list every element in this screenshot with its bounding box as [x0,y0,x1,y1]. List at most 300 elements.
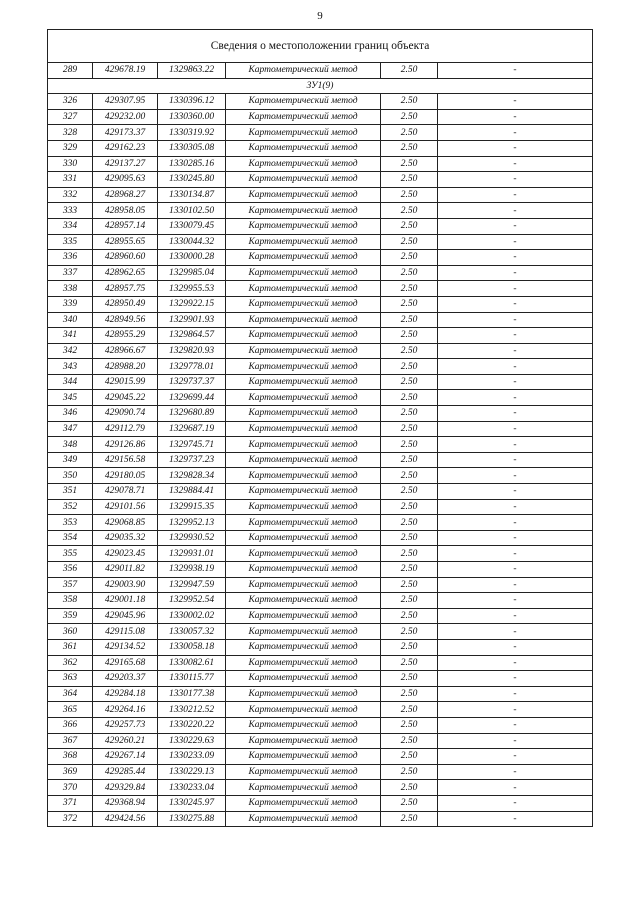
determination-method: Картометрический метод [226,452,381,468]
table-row [48,671,593,687]
accuracy-value: 2.50 [381,515,438,531]
coordinate-y: 1330115.77 [158,671,226,687]
coordinate-x: 428988.20 [93,359,158,375]
point-number: 289 [48,63,93,79]
point-number: 327 [48,109,93,125]
table-row [48,172,593,188]
point-description: - [438,406,593,422]
table-row [48,686,593,702]
table-row [48,140,593,156]
coordinate-x: 429678.19 [93,63,158,79]
point-description: - [438,468,593,484]
point-number: 354 [48,530,93,546]
coordinate-y: 1329955.53 [158,281,226,297]
point-number: 356 [48,562,93,578]
accuracy-value: 2.50 [381,312,438,328]
point-description: - [438,390,593,406]
point-number: 336 [48,250,93,266]
table-row [48,624,593,640]
point-number: 330 [48,156,93,172]
accuracy-value: 2.50 [381,686,438,702]
table-row [48,312,593,328]
coordinate-x: 429180.05 [93,468,158,484]
table-row [48,562,593,578]
point-number: 368 [48,749,93,765]
table-row [48,515,593,531]
point-description: - [438,218,593,234]
determination-method: Картометрический метод [226,234,381,250]
point-description: - [438,562,593,578]
point-description: - [438,795,593,811]
table-row [48,250,593,266]
point-description: - [438,671,593,687]
point-number: 340 [48,312,93,328]
point-number: 362 [48,655,93,671]
point-number: 355 [48,546,93,562]
point-description: - [438,780,593,796]
point-description: - [438,577,593,593]
point-number: 343 [48,359,93,375]
point-number: 338 [48,281,93,297]
coordinate-y: 1329884.41 [158,484,226,500]
point-description: - [438,764,593,780]
accuracy-value: 2.50 [381,764,438,780]
coordinate-y: 1330057.32 [158,624,226,640]
accuracy-value: 2.50 [381,343,438,359]
coordinate-x: 428949.56 [93,312,158,328]
determination-method: Картометрический метод [226,140,381,156]
coordinate-y: 1329931.01 [158,546,226,562]
accuracy-value: 2.50 [381,390,438,406]
coordinate-y: 1330102.50 [158,203,226,219]
determination-method: Картометрический метод [226,63,381,79]
point-description: - [438,265,593,281]
point-description: - [438,328,593,344]
table-row [48,281,593,297]
accuracy-value: 2.50 [381,546,438,562]
determination-method: Картометрический метод [226,593,381,609]
determination-method: Картометрический метод [226,702,381,718]
coordinate-y: 1329737.23 [158,452,226,468]
determination-method: Картометрический метод [226,639,381,655]
coordinate-x: 429137.27 [93,156,158,172]
table-row [48,94,593,110]
coordinate-x: 429015.99 [93,374,158,390]
coordinate-x: 429078.71 [93,484,158,500]
determination-method: Картометрический метод [226,608,381,624]
accuracy-value: 2.50 [381,156,438,172]
accuracy-value: 2.50 [381,608,438,624]
coordinate-x: 428966.67 [93,343,158,359]
coordinate-x: 429203.37 [93,671,158,687]
accuracy-value: 2.50 [381,203,438,219]
accuracy-value: 2.50 [381,577,438,593]
accuracy-value: 2.50 [381,187,438,203]
point-number: 366 [48,717,93,733]
coordinate-y: 1330275.88 [158,811,226,827]
point-description: - [438,343,593,359]
determination-method: Картометрический метод [226,499,381,515]
coordinate-x: 429329.84 [93,780,158,796]
accuracy-value: 2.50 [381,328,438,344]
table-row [48,265,593,281]
coordinate-y: 1330134.87 [158,187,226,203]
point-description: - [438,717,593,733]
table-row [48,437,593,453]
coordinate-y: 1330000.28 [158,250,226,266]
coordinate-y: 1329947.59 [158,577,226,593]
determination-method: Картометрический метод [226,717,381,733]
coordinate-x: 429285.44 [93,764,158,780]
accuracy-value: 2.50 [381,359,438,375]
boundary-coordinates-table [47,29,593,827]
determination-method: Картометрический метод [226,203,381,219]
determination-method: Картометрический метод [226,530,381,546]
determination-method: Картометрический метод [226,187,381,203]
coordinate-y: 1330229.63 [158,733,226,749]
table-row [48,63,593,79]
point-description: - [438,63,593,79]
point-description: - [438,234,593,250]
accuracy-value: 2.50 [381,172,438,188]
coordinate-y: 1329985.04 [158,265,226,281]
accuracy-value: 2.50 [381,374,438,390]
accuracy-value: 2.50 [381,250,438,266]
coordinate-y: 1330212.52 [158,702,226,718]
coordinate-x: 429424.56 [93,811,158,827]
coordinate-y: 1329745.71 [158,437,226,453]
point-number: 360 [48,624,93,640]
determination-method: Картометрический метод [226,733,381,749]
point-description: - [438,515,593,531]
determination-method: Картометрический метод [226,359,381,375]
coordinate-y: 1330079.45 [158,218,226,234]
coordinate-y: 1329699.44 [158,390,226,406]
table-row [48,125,593,141]
determination-method: Картометрический метод [226,406,381,422]
table-row [48,795,593,811]
determination-method: Картометрический метод [226,421,381,437]
accuracy-value: 2.50 [381,795,438,811]
coordinate-y: 1330319.92 [158,125,226,141]
coordinate-x: 429045.96 [93,608,158,624]
table-row [48,530,593,546]
coordinate-x: 429090.74 [93,406,158,422]
coordinate-y: 1329687.19 [158,421,226,437]
accuracy-value: 2.50 [381,702,438,718]
table-row [48,203,593,219]
point-number: 332 [48,187,93,203]
point-description: - [438,702,593,718]
table-row [48,328,593,344]
table-row [48,109,593,125]
coordinate-x: 429257.73 [93,717,158,733]
determination-method: Картометрический метод [226,265,381,281]
coordinate-x: 429307.95 [93,94,158,110]
point-description: - [438,281,593,297]
coordinate-x: 429134.52 [93,639,158,655]
coordinate-x: 429003.90 [93,577,158,593]
point-description: - [438,546,593,562]
coordinate-y: 1329828.34 [158,468,226,484]
coordinate-x: 429173.37 [93,125,158,141]
determination-method: Картометрический метод [226,437,381,453]
table-row [48,702,593,718]
determination-method: Картометрический метод [226,515,381,531]
point-number: 342 [48,343,93,359]
table-row [48,156,593,172]
accuracy-value: 2.50 [381,562,438,578]
point-number: 370 [48,780,93,796]
determination-method: Картометрический метод [226,562,381,578]
accuracy-value: 2.50 [381,655,438,671]
point-number: 348 [48,437,93,453]
point-description: - [438,156,593,172]
point-number: 361 [48,639,93,655]
point-number: 347 [48,421,93,437]
coordinate-x: 429264.16 [93,702,158,718]
table-row [48,639,593,655]
point-description: - [438,109,593,125]
point-number: 353 [48,515,93,531]
table-row [48,780,593,796]
point-description: - [438,359,593,375]
point-number: 344 [48,374,93,390]
point-number: 363 [48,671,93,687]
accuracy-value: 2.50 [381,530,438,546]
point-description: - [438,140,593,156]
point-description: - [438,296,593,312]
accuracy-value: 2.50 [381,671,438,687]
point-number: 339 [48,296,93,312]
point-description: - [438,484,593,500]
coordinate-x: 429045.22 [93,390,158,406]
coordinate-y: 1330058.18 [158,639,226,655]
point-number: 337 [48,265,93,281]
accuracy-value: 2.50 [381,811,438,827]
point-number: 326 [48,94,93,110]
point-description: - [438,655,593,671]
determination-method: Картометрический метод [226,686,381,702]
point-description: - [438,733,593,749]
determination-method: Картометрический метод [226,218,381,234]
coordinate-y: 1329930.52 [158,530,226,546]
point-number: 351 [48,484,93,500]
point-number: 331 [48,172,93,188]
coordinate-x: 429232.00 [93,109,158,125]
coordinate-x: 428950.49 [93,296,158,312]
table-row [48,577,593,593]
coordinate-x: 428955.65 [93,234,158,250]
accuracy-value: 2.50 [381,733,438,749]
table-title-row [48,30,593,63]
accuracy-value: 2.50 [381,265,438,281]
point-number: 349 [48,452,93,468]
accuracy-value: 2.50 [381,452,438,468]
table-row [48,296,593,312]
point-number: 359 [48,608,93,624]
accuracy-value: 2.50 [381,94,438,110]
accuracy-value: 2.50 [381,406,438,422]
point-description: - [438,187,593,203]
point-number: 365 [48,702,93,718]
coordinate-y: 1330220.22 [158,717,226,733]
coordinate-x: 429162.23 [93,140,158,156]
determination-method: Картометрический метод [226,624,381,640]
table-row [48,187,593,203]
coordinate-y: 1329863.22 [158,63,226,79]
point-description: - [438,172,593,188]
coordinate-y: 1330044.32 [158,234,226,250]
determination-method: Картометрический метод [226,172,381,188]
coordinate-x: 428955.29 [93,328,158,344]
point-description: - [438,125,593,141]
accuracy-value: 2.50 [381,281,438,297]
table-row [48,546,593,562]
point-description: - [438,250,593,266]
coordinate-y: 1330233.04 [158,780,226,796]
table-row [48,421,593,437]
determination-method: Картометрический метод [226,546,381,562]
table-row [48,374,593,390]
accuracy-value: 2.50 [381,639,438,655]
accuracy-value: 2.50 [381,468,438,484]
point-description: - [438,203,593,219]
determination-method: Картометрический метод [226,780,381,796]
table-row [48,234,593,250]
table-row [48,359,593,375]
point-number: 371 [48,795,93,811]
accuracy-value: 2.50 [381,437,438,453]
coordinate-y: 1329922.15 [158,296,226,312]
point-description: - [438,811,593,827]
coordinate-y: 1329737.37 [158,374,226,390]
table-row [48,452,593,468]
coordinate-x: 429035.32 [93,530,158,546]
accuracy-value: 2.50 [381,499,438,515]
coordinate-x: 428962.65 [93,265,158,281]
table-row [48,811,593,827]
coordinate-y: 1330002.02 [158,608,226,624]
point-description: - [438,593,593,609]
table-row [48,390,593,406]
table-row [48,468,593,484]
point-number: 369 [48,764,93,780]
determination-method: Картометрический метод [226,655,381,671]
coordinate-x: 429068.85 [93,515,158,531]
coordinate-x: 429368.94 [93,795,158,811]
coordinate-y: 1330177.38 [158,686,226,702]
determination-method: Картометрический метод [226,795,381,811]
point-description: - [438,530,593,546]
point-number: 328 [48,125,93,141]
coordinate-x: 428958.05 [93,203,158,219]
coordinate-y: 1329820.93 [158,343,226,359]
point-description: - [438,499,593,515]
table-row [48,218,593,234]
determination-method: Картометрический метод [226,156,381,172]
coordinate-x: 429284.18 [93,686,158,702]
point-number: 345 [48,390,93,406]
table-title: Сведения о местоположении границ объекта [48,30,593,63]
coordinate-y: 1330245.80 [158,172,226,188]
determination-method: Картометрический метод [226,484,381,500]
determination-method: Картометрический метод [226,671,381,687]
table-row [48,764,593,780]
coordinate-x: 429260.21 [93,733,158,749]
table-row [48,343,593,359]
accuracy-value: 2.50 [381,624,438,640]
point-number: 372 [48,811,93,827]
determination-method: Картометрический метод [226,374,381,390]
coordinate-y: 1329901.93 [158,312,226,328]
determination-method: Картометрический метод [226,811,381,827]
coordinate-x: 429095.63 [93,172,158,188]
point-description: - [438,94,593,110]
table-row [48,593,593,609]
determination-method: Картометрический метод [226,577,381,593]
determination-method: Картометрический метод [226,296,381,312]
coordinate-x: 429023.45 [93,546,158,562]
coordinate-y: 1329952.13 [158,515,226,531]
point-number: 341 [48,328,93,344]
determination-method: Картометрический метод [226,764,381,780]
coordinate-x: 429156.58 [93,452,158,468]
point-description: - [438,749,593,765]
table-row [48,499,593,515]
coordinate-y: 1329680.89 [158,406,226,422]
point-number: 334 [48,218,93,234]
determination-method: Картометрический метод [226,328,381,344]
table-row [48,608,593,624]
coordinate-x: 429115.08 [93,624,158,640]
accuracy-value: 2.50 [381,125,438,141]
coordinate-x: 428960.60 [93,250,158,266]
coordinate-x: 429011.82 [93,562,158,578]
coordinate-y: 1329952.54 [158,593,226,609]
coordinate-y: 1329915.35 [158,499,226,515]
accuracy-value: 2.50 [381,749,438,765]
determination-method: Картометрический метод [226,390,381,406]
coordinate-x: 429126.86 [93,437,158,453]
point-number: 367 [48,733,93,749]
coordinate-x: 429165.68 [93,655,158,671]
table-row [48,733,593,749]
determination-method: Картометрический метод [226,281,381,297]
accuracy-value: 2.50 [381,140,438,156]
determination-method: Картометрический метод [226,94,381,110]
table-row [48,655,593,671]
point-number: 357 [48,577,93,593]
accuracy-value: 2.50 [381,421,438,437]
coordinate-y: 1330245.97 [158,795,226,811]
point-number: 358 [48,593,93,609]
coordinate-x: 428957.75 [93,281,158,297]
point-number: 333 [48,203,93,219]
accuracy-value: 2.50 [381,109,438,125]
accuracy-value: 2.50 [381,234,438,250]
point-description: - [438,437,593,453]
point-number: 346 [48,406,93,422]
section-row [48,78,593,94]
table-row [48,717,593,733]
point-description: - [438,312,593,328]
coordinate-y: 1330229.13 [158,764,226,780]
point-description: - [438,608,593,624]
point-description: - [438,639,593,655]
table-row [48,749,593,765]
point-description: - [438,686,593,702]
